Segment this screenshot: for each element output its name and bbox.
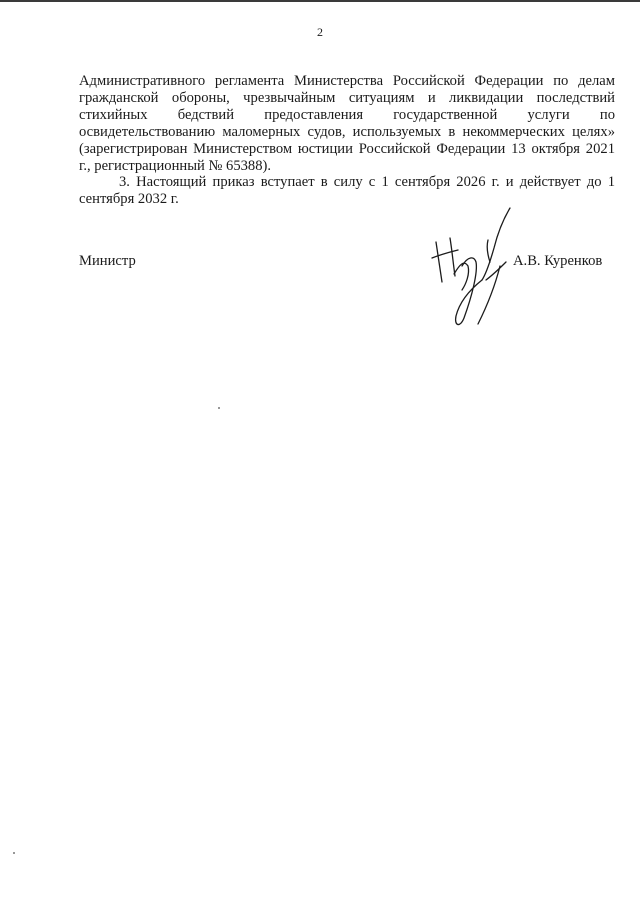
top-edge-line [0,0,640,2]
paragraph-effective-date: 3. Настоящий приказ вступает в силу с 1 сентября 2026 г. и действует до 1 сентября 2032 г. [79,174,615,208]
page-number: 2 [317,25,323,39]
signatory-title: Министр [79,253,136,269]
scan-speck [218,407,220,409]
scan-speck [13,852,15,854]
document-body [79,73,615,208]
paragraph-regulation-reference: Административного регламента Министерства Российской Федерации по делам гражданской обороны, чрезвычайным ситуациям и ликвидации последствий стихийных бедствий предоставления государственной услуги по освидетельствованию маломерных судов, используемых в некоммерческих целях» (зарегистрирован Министерством юстиции Российской Федерации 13 октября 2021 г., регистрационный № 65388). [79,73,615,174]
signatory-name: А.В. Куренков [513,253,603,269]
